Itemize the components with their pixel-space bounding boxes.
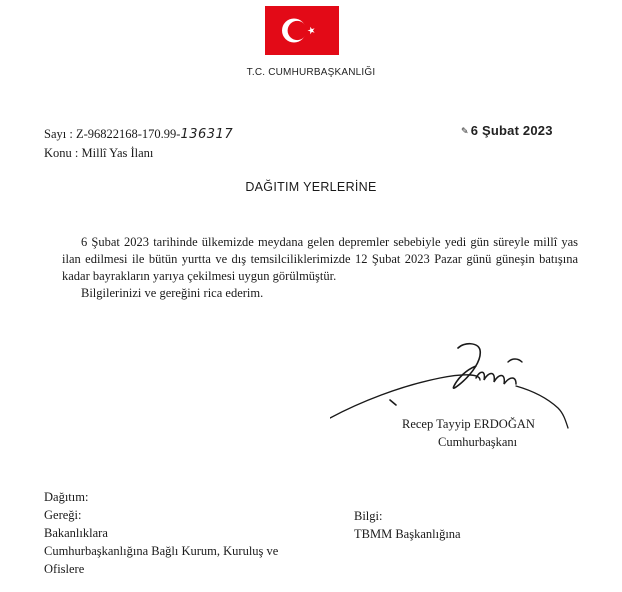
body-paragraph-2: Bilgilerinizi ve gereğini rica ederim.: [81, 286, 264, 300]
gereği-item: Bakanlıklara: [44, 526, 108, 540]
sayi-label: Sayı: [44, 127, 67, 141]
reference-number: [44, 127, 233, 142]
gereği-label: Gereği:: [44, 508, 82, 522]
institution-name: T.C. CUMHURBAŞKANLIĞI: [246, 67, 376, 78]
addressee-heading: DAĞITIM YERLERİNE: [245, 180, 377, 194]
signer-name: Recep Tayyip ERDOĞAN: [402, 417, 535, 431]
gereği-item: Ofislere: [44, 562, 85, 576]
turkish-flag-icon: [265, 6, 339, 55]
konu-value: : Millî Yas İlanı: [74, 146, 154, 160]
sayi-handwritten-number: 136317: [180, 127, 234, 142]
distribution-list: [44, 488, 278, 578]
subject-line: [44, 146, 153, 161]
signer-title: Cumhurbaşkanı: [438, 435, 518, 449]
gereği-item: Cumhurbaşkanlığına Bağlı Kurum, Kuruluş ve: [44, 544, 279, 558]
document-date: [461, 123, 553, 138]
stamp-mark-icon: ✎: [461, 126, 469, 136]
info-list: [354, 507, 461, 543]
konu-label: Konu: [44, 146, 72, 160]
bilgi-label: Bilgi:: [354, 509, 383, 523]
letter-body: [62, 234, 578, 302]
sayi-value: : Z-96822168-170.99-: [69, 127, 181, 141]
bilgi-item: TBMM Başkanlığına: [354, 527, 461, 541]
date-value: 6 Şubat 2023: [470, 123, 553, 138]
distribution-label: Dağıtım:: [44, 490, 89, 504]
body-paragraph-1: 6 Şubat 2023 tarihinde ülkemizde meydana gelen depremler sebebiyle yedi gün süreyle millî yas ilan edilmesi ile bütün yurtta ve dış temsilciliklerimizde 12 Şubat 2023 Pazar günü güneşin batışına kadar bayrakların yarıya çekilmesi uygun görülmüştür.: [62, 235, 578, 283]
